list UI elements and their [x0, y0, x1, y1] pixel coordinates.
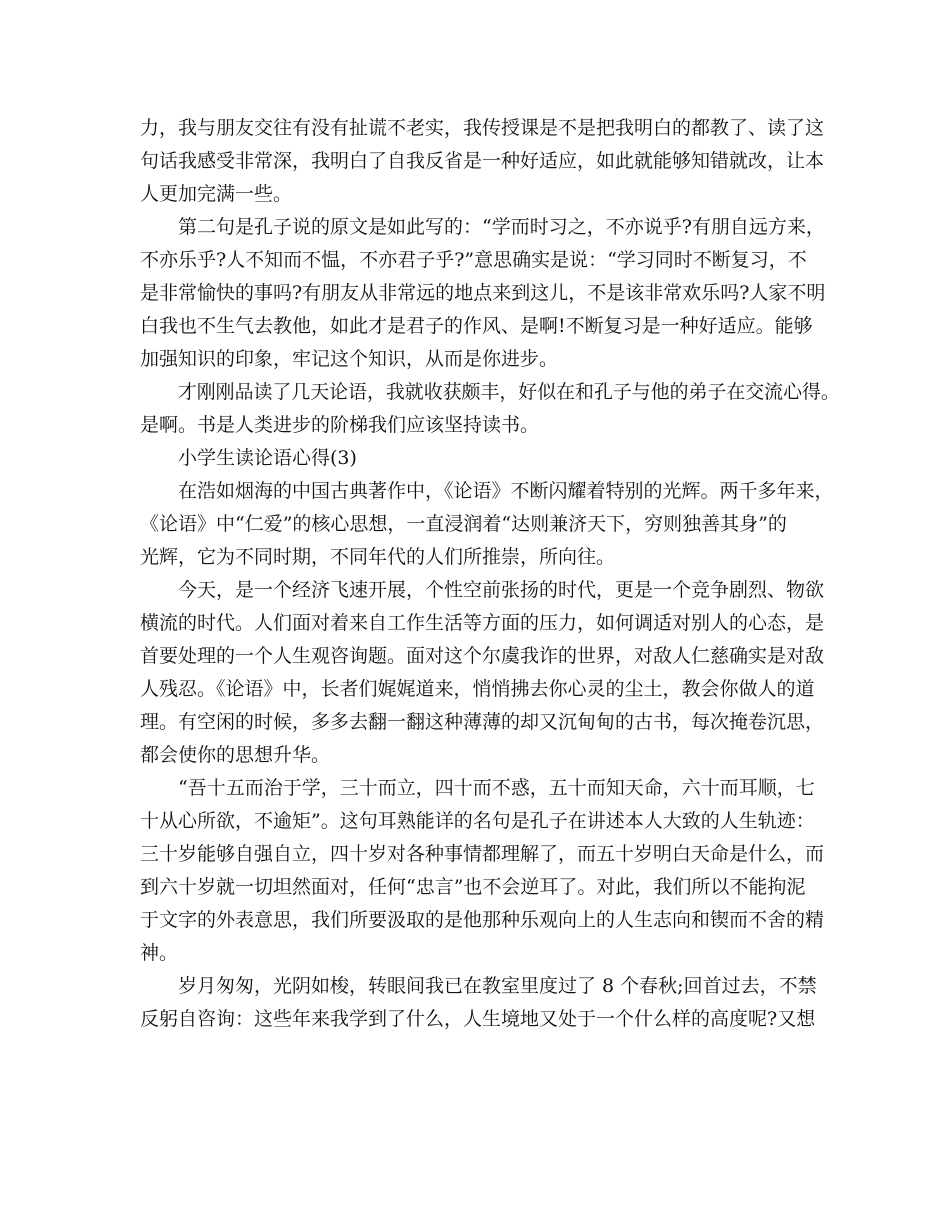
text-line: 今天，是一个经济飞速开展，个性空前张扬的时代，更是一个竞争剧烈、物欲: [178, 579, 825, 601]
text-line: 是啊。书是人类进步的阶梯我们应该坚持读书。: [140, 414, 540, 436]
text-line: 岁月匆匆，光阴如梭，转眼间我已在教室里度过了 8 个春秋;回首过去，不禁: [178, 975, 817, 997]
text-line: 不亦乐乎?人不知而不愠，不亦君子乎?”意思确实是说：“学习同时不断复习，不: [140, 249, 807, 271]
text-line: 三十岁能够自强自立，四十岁对各种事情都理解了，而五十岁明白天命是什么，而: [140, 843, 825, 865]
text-line: 加强知识的印象，牢记这个知识，从而是你进步。: [140, 348, 559, 370]
text-line: 光辉，它为不同时期，不同年代的人们所推崇，所向往。: [140, 546, 616, 568]
text-line: 反躬自咨询：这些年来我学到了什么，人生境地又处于一个什么样的高度呢?又想: [140, 1008, 816, 1030]
text-line: 都会使你的思想升华。: [140, 744, 331, 766]
text-line: 于文字的外表意思，我们所要汲取的是他那种乐观向上的人生志向和锲而不舍的精: [140, 909, 825, 931]
text-line: 十从心所欲，不逾矩”。这句耳熟能详的名句是孔子在讲述本人大致的人生轨迹：: [140, 810, 815, 832]
text-line: “吾十五而治于学，三十而立，四十而不惑，五十而知天命，六十而耳顺，七: [178, 777, 815, 799]
text-line: 第二句是孔子说的原文是如此写的：“学而时习之，不亦说乎?有朋自远方来，: [178, 216, 825, 238]
text-line: 人更加完满一些。: [140, 183, 293, 205]
text-line: 《论语》中“仁爱”的核心思想，一直浸润着“达则兼济天下，穷则独善其身”的: [140, 513, 787, 535]
text-line: 到六十岁就一切坦然面对，任何“忠言”也不会逆耳了。对此，我们所以不能拘泥: [140, 876, 806, 898]
text-line: 神。: [140, 942, 179, 964]
text-line: 是非常愉快的事吗?有朋友从非常远的地点来到这儿，不是该非常欢乐吗?人家不明: [140, 282, 826, 304]
text-line: 白我也不生气去教他，如此才是君子的作风、是啊!不断复习是一种好适应。能够: [140, 315, 813, 337]
text-line: 横流的时代。人们面对着来自工作生活等方面的压力，如何调适对别人的心态，是: [140, 612, 825, 634]
text-line: 句话我感受非常深，我明白了自我反省是一种好适应，如此就能够知错就改，让本: [140, 150, 825, 172]
document-body: [140, 112, 840, 1036]
text-line: 力，我与朋友交往有没有扯谎不老实，我传授课是不是把我明白的都教了、读了这: [140, 117, 825, 139]
text-line: 在浩如烟海的中国古典著作中，《论语》不断闪耀着特别的光辉。两千多年来，: [178, 480, 834, 502]
text-line: 理。有空闲的时候，多多去翻一翻这种薄薄的却又沉甸甸的古书，每次掩卷沉思，: [140, 711, 825, 733]
text-line: 小学生读论语心得(3): [178, 447, 357, 469]
text-line: 首要处理的一个人生观咨询题。面对这个尔虞我诈的世界，对敌人仁慈确实是对敌: [140, 645, 825, 667]
text-line: 人残忍。《论语》中，长者们娓娓道来，悄悄拂去你心灵的尘土，教会你做人的道: [140, 678, 815, 700]
text-line: 才刚刚品读了几天论语，我就收获颇丰，好似在和孔子与他的弟子在交流心得。: [177, 381, 840, 403]
